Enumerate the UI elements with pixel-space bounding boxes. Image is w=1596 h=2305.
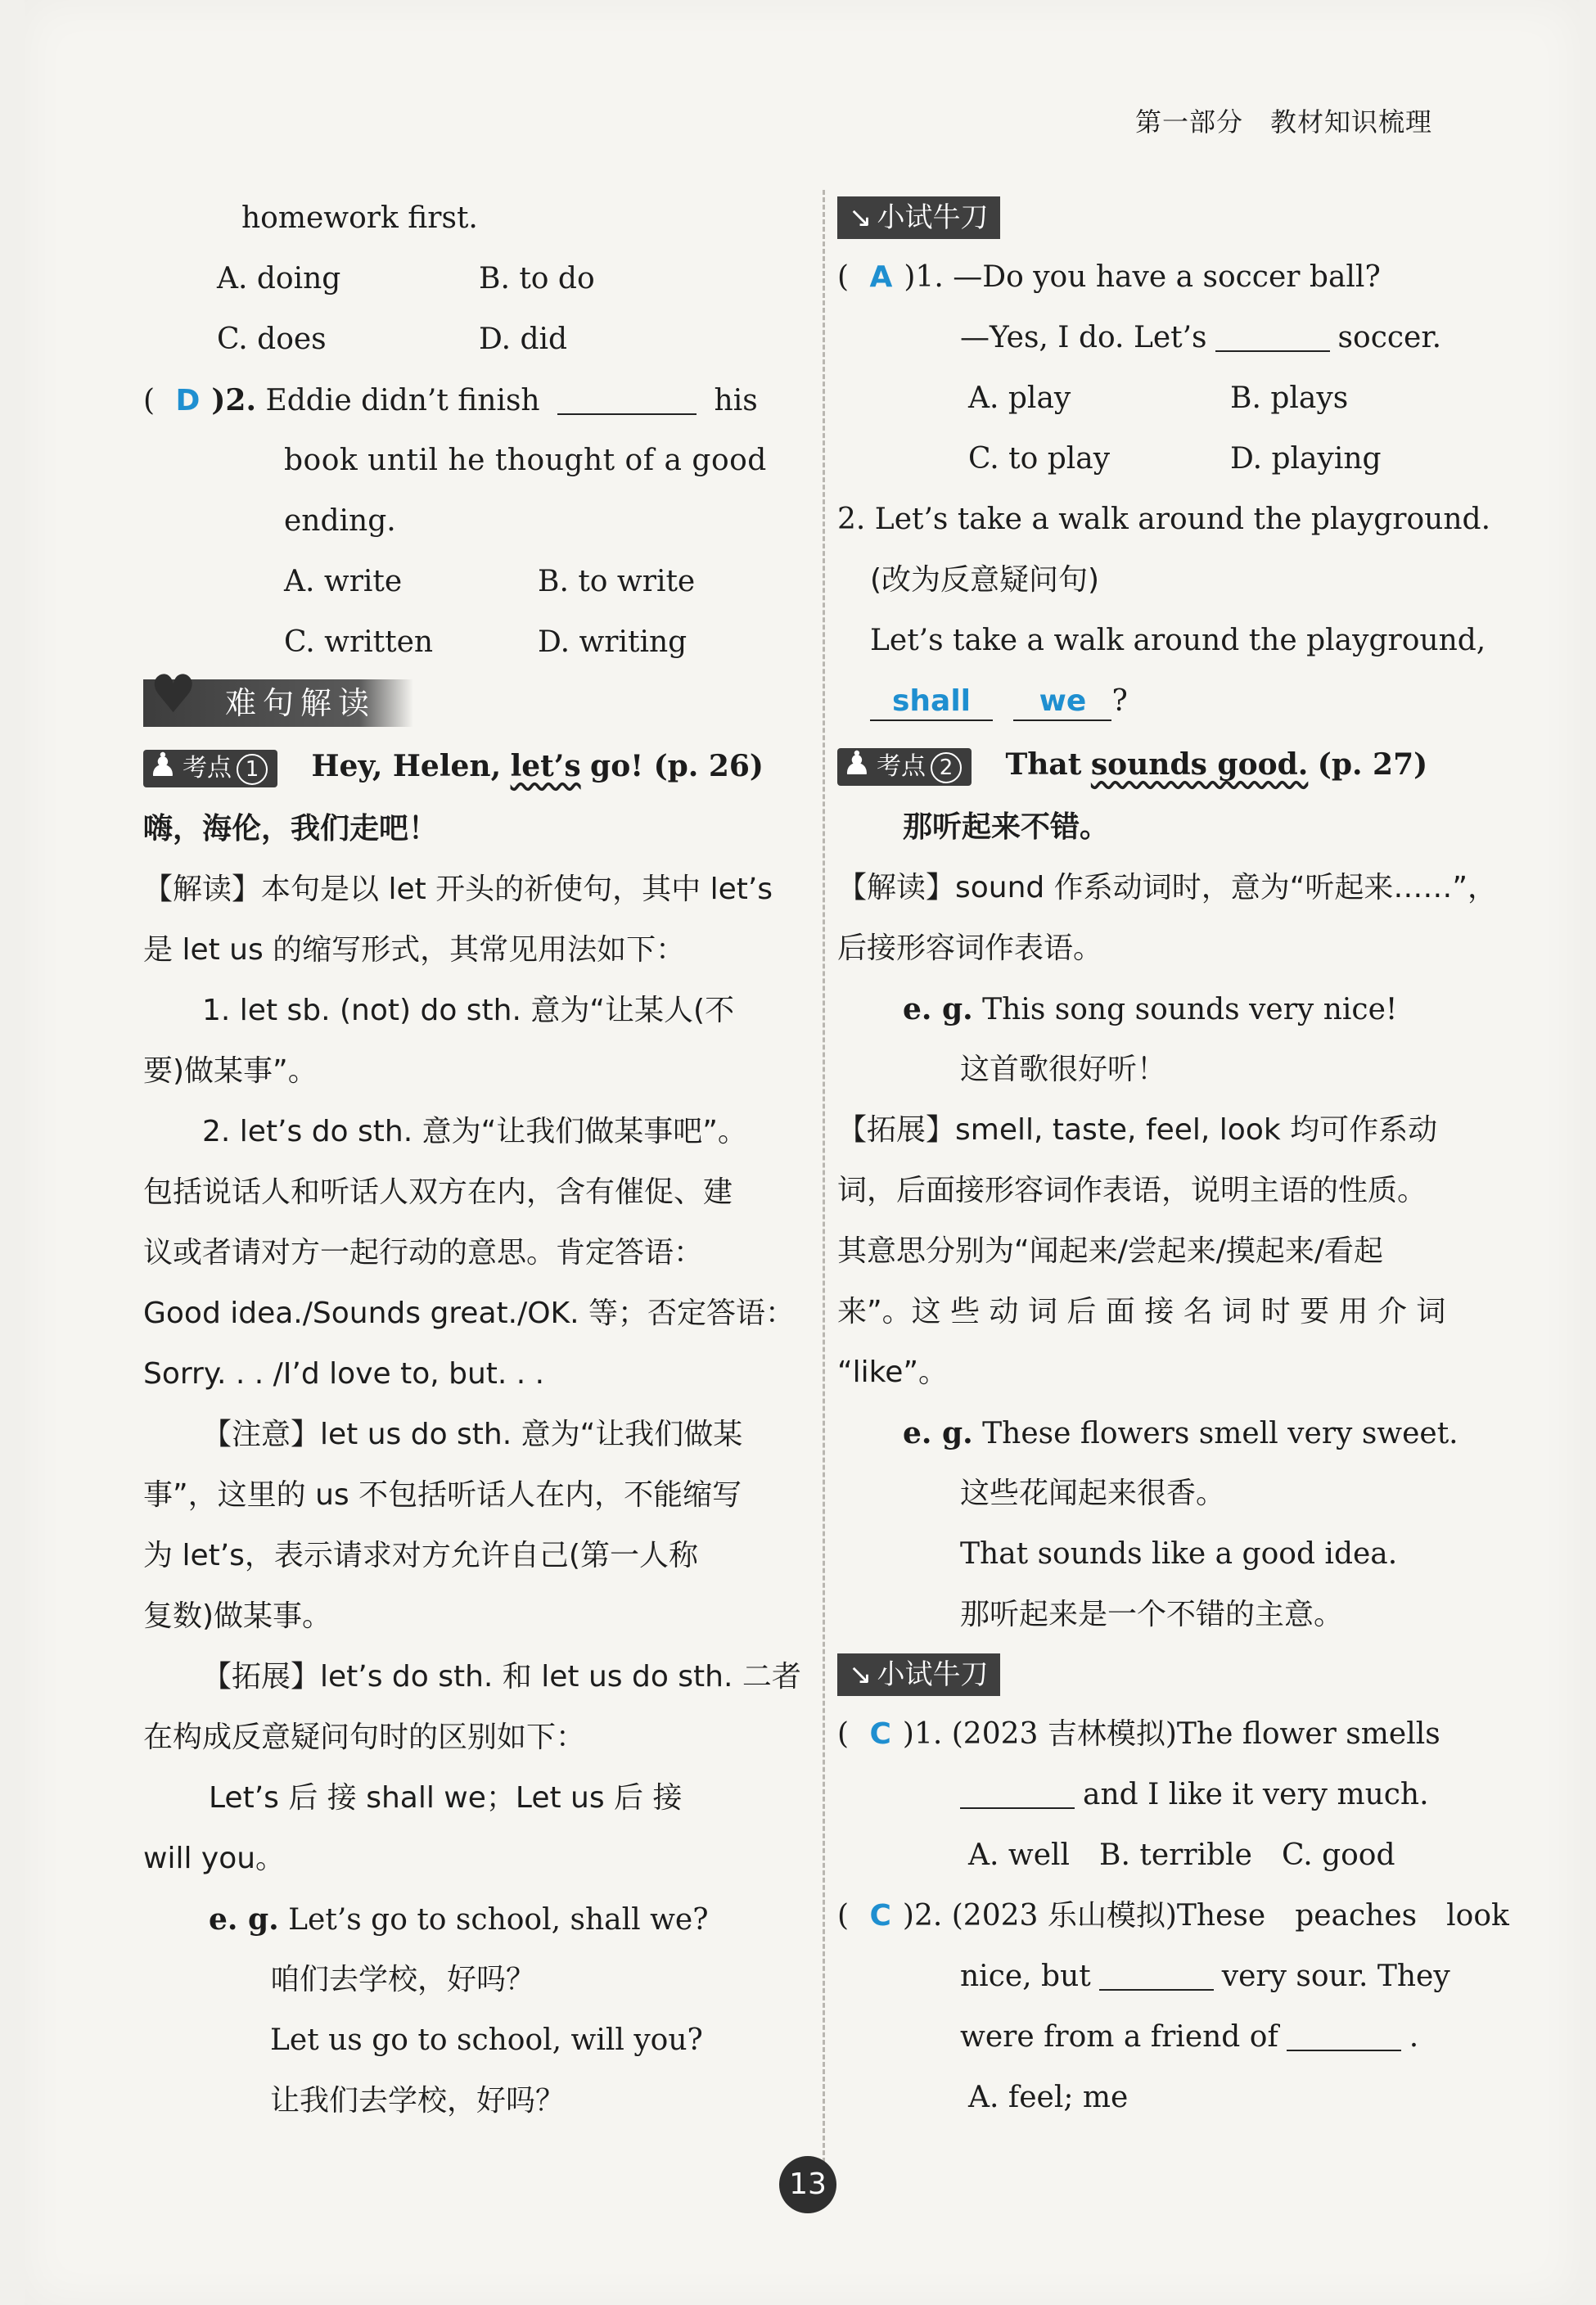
q1-options-row1 [143,249,773,309]
kd2-translation: 那听起来不错。 [903,810,1110,844]
q2-answer: D [175,384,201,417]
q1-tail: homework first. [241,201,478,235]
paragraph-line: 议或者请对方一起行动的意思。肯定答语： [143,1236,704,1270]
kaodian-number: 1 [237,754,268,785]
paragraph-line: Let’s 后 接 shall we；Let us 后 接 [209,1781,683,1815]
s1-answer: C [869,1717,891,1751]
q2-options-row1 [143,552,773,612]
eg-label: e. g. [209,1902,279,1937]
left-column [143,188,801,2131]
option: A. write [284,565,403,598]
example-text: These flowers smell very sweet. [982,1417,1458,1450]
open-paren: ( [143,384,156,417]
paragraph-line: 为 let’s，表示请求对方允许自己(第一人称 [143,1539,698,1572]
paragraph-line: 复数)做某事。 [143,1599,332,1633]
kaodian-badge [837,745,972,786]
paragraph-line: 包括说话人和听话人双方在内，含有催促、建 [143,1175,733,1209]
s1-line1 [837,1704,1468,1765]
kd2-sentence-c: (p. 27) [1317,747,1428,782]
r1-text: )1. —Do you have a soccer ball? [904,260,1381,294]
paragraph-line: 在构成反意疑问句时的区别如下： [143,1721,586,1754]
open-paren: ( [837,260,850,294]
example-line [837,1403,1468,1464]
q1-options-row2 [143,309,773,370]
r2-line1: 2. Let’s take a walk around the playground. [837,503,1491,536]
kd2-sentence-b: sounds good. [1090,747,1309,782]
person-icon: ♟ [842,745,872,783]
column-divider [823,190,825,2163]
s2-text: were from a friend of [960,2020,1278,2054]
paragraph-line: 词，后面接形容词作表语，说明主语的性质。 [837,1174,1427,1207]
paragraph-line: 要)做某事”。 [143,1054,318,1088]
r1-line1 [837,247,1468,308]
open-paren: ( [837,1717,850,1751]
paragraph-line: 【解读】sound 作系动词时，意为“听起来……”， [837,871,1498,904]
q2-text-end: his [714,384,758,417]
option: D. playing [1230,442,1382,476]
arrow-icon: ↘ [849,201,872,234]
example-line: That sounds like a good idea. [960,1537,1398,1571]
option: C. to play [968,442,1111,476]
paragraph-line: 1. let sb. (not) do sth. 意为“让某人(不 [202,994,735,1027]
example-translation: 这些花闻起来很香。 [960,1477,1226,1510]
example-text: This song sounds very nice! [982,993,1398,1026]
s2-text: nice, but [960,1960,1091,1993]
q2-line1 [143,370,773,431]
tag-label: 小试牛刀 [877,201,989,234]
paragraph-line: 2. let’s do sth. 意为“让我们做某事吧”。 [202,1115,747,1148]
paragraph-line: 来”。这 些 动 词 后 面 接 名 词 时 要 用 介 词 [837,1295,1446,1328]
option: B. to do [479,262,595,295]
s2-text: )2. (2023 乐山模拟)These peaches look [902,1899,1509,1933]
option: D. writing [538,625,688,659]
q2-text: Eddie didn’t finish [265,384,540,417]
q2-number: )2. [211,383,257,417]
option: A. play [968,381,1071,415]
r1-options-row2 [837,429,1468,489]
r1-options-row1 [837,368,1468,429]
practice-tag [837,1653,1000,1696]
r2-line3: Let’s take a walk around the playground, [870,624,1486,657]
eg-label: e. g. [903,1416,973,1450]
option: B. plays [1230,381,1349,415]
question-mark: ? [1111,684,1128,718]
paragraph-line: 【拓展】let’s do sth. 和 let us do sth. 二者 [202,1660,801,1694]
kd1-translation: 嗨，海伦，我们走吧！ [143,812,439,846]
answer-blank[interactable] [1287,2017,1401,2051]
example-translation: 让我们去学校，好吗？ [270,2084,566,2118]
arrow-icon: ↘ [849,1658,872,1691]
s2-line2 [837,1946,1468,2007]
kaodian-badge [143,747,277,787]
q2-options-row2 [143,612,773,673]
paragraph-line: Sorry. . . /I’d love to, but. . . [143,1357,545,1391]
paragraph-line: 【解读】本句是以 let 开头的祈使句，其中 let’s [143,873,773,906]
kaodian2-line [837,732,1468,797]
s2-answer: C [869,1899,891,1933]
s1-text: and I like it very much. [1083,1778,1429,1811]
example-translation: 那听起来是一个不错的主意。 [960,1598,1344,1631]
s1-options: A. well B. terrible C. good [968,1838,1395,1872]
kaodian1-line [143,733,773,799]
page-number: 13 [779,2156,836,2213]
eg-label: e. g. [903,992,973,1026]
right-column [837,188,1509,2128]
option: D. did [479,323,568,356]
answer-fill[interactable]: shall [870,683,993,721]
paragraph-line: “like”。 [837,1355,949,1389]
banner-title: 难句解读 [225,685,376,721]
option: A. doing [217,262,341,295]
example-translation: 这首歌很好听！ [960,1053,1167,1086]
answer-blank[interactable] [1099,1956,1214,1991]
example-line: Let us go to school, will you? [270,2023,703,2057]
kd2-sentence-a: That [1005,747,1082,782]
kaodian-label: 考点 [877,752,926,781]
paragraph-line: 事”，这里的 us 不包括听话人在内，不能缩写 [143,1478,742,1512]
example-line [143,1889,773,1950]
option: C. written [284,625,434,659]
q2-line3: ending. [284,504,396,538]
kd1-sentence-b: let’s [510,749,581,783]
r1-text-end: soccer. [1337,321,1442,354]
s2-option: A. feel; me [968,2081,1129,2114]
practice-tag [837,196,1000,239]
s2-text: very sour. They [1221,1960,1450,1993]
option: C. does [217,323,327,356]
answer-blank[interactable] [960,1775,1075,1809]
kaodian-number: 2 [931,752,962,783]
paragraph-line: 其意思分别为“闻起来/尝起来/摸起来/看起 [837,1234,1384,1268]
kd1-sentence-c: go! (p. 26) [590,749,764,783]
paragraph-line: 后接形容词作表语。 [837,931,1103,965]
tag-label: 小试牛刀 [877,1658,989,1691]
kd1-sentence-a: Hey, Helen, [311,749,502,783]
r1-text: —Yes, I do. Let’s [960,321,1207,354]
paragraph-line: Good idea./Sounds great./OK. 等；否定答语： [143,1297,796,1330]
open-paren: ( [837,1899,850,1933]
paragraph-line: 【注意】let us do sth. 意为“让我们做某 [202,1418,743,1451]
answer-blank[interactable] [557,381,697,415]
page-header: 第一部分 教材知识梳理 [1134,106,1432,138]
q2-line2: book until he thought of a good [284,444,767,477]
person-icon: ♟ [148,747,178,784]
r1-answer: A [869,260,893,294]
paragraph-line: will you。 [143,1842,286,1875]
example-text: Let’s go to school, shall we? [288,1903,709,1937]
answer-blank[interactable] [1215,318,1330,352]
r1-line2 [837,308,1468,368]
answer-fill[interactable]: we [1013,683,1111,721]
s2-text-end: . [1409,2020,1419,2054]
example-line [837,979,1468,1040]
heart-icon: ♥ [150,665,197,725]
page [25,0,1580,2305]
r2-answers [837,671,1468,732]
s2-line1 [837,1886,1509,1946]
s1-line2 [837,1765,1468,1825]
paragraph-line: 【拓展】smell, taste, feel, look 均可作系动 [837,1113,1438,1147]
option: B. to write [538,565,696,598]
s2-line3 [837,2007,1468,2068]
r2-line2: (改为反意疑问句) [870,563,1100,597]
section-banner [143,665,413,727]
paragraph-line: 是 let us 的缩写形式，其常见用法如下： [143,933,686,967]
example-translation: 咱们去学校，好吗？ [270,1963,536,1996]
s1-text: )1. (2023 吉林模拟)The flower smells [902,1717,1440,1751]
kaodian-label: 考点 [183,754,232,783]
